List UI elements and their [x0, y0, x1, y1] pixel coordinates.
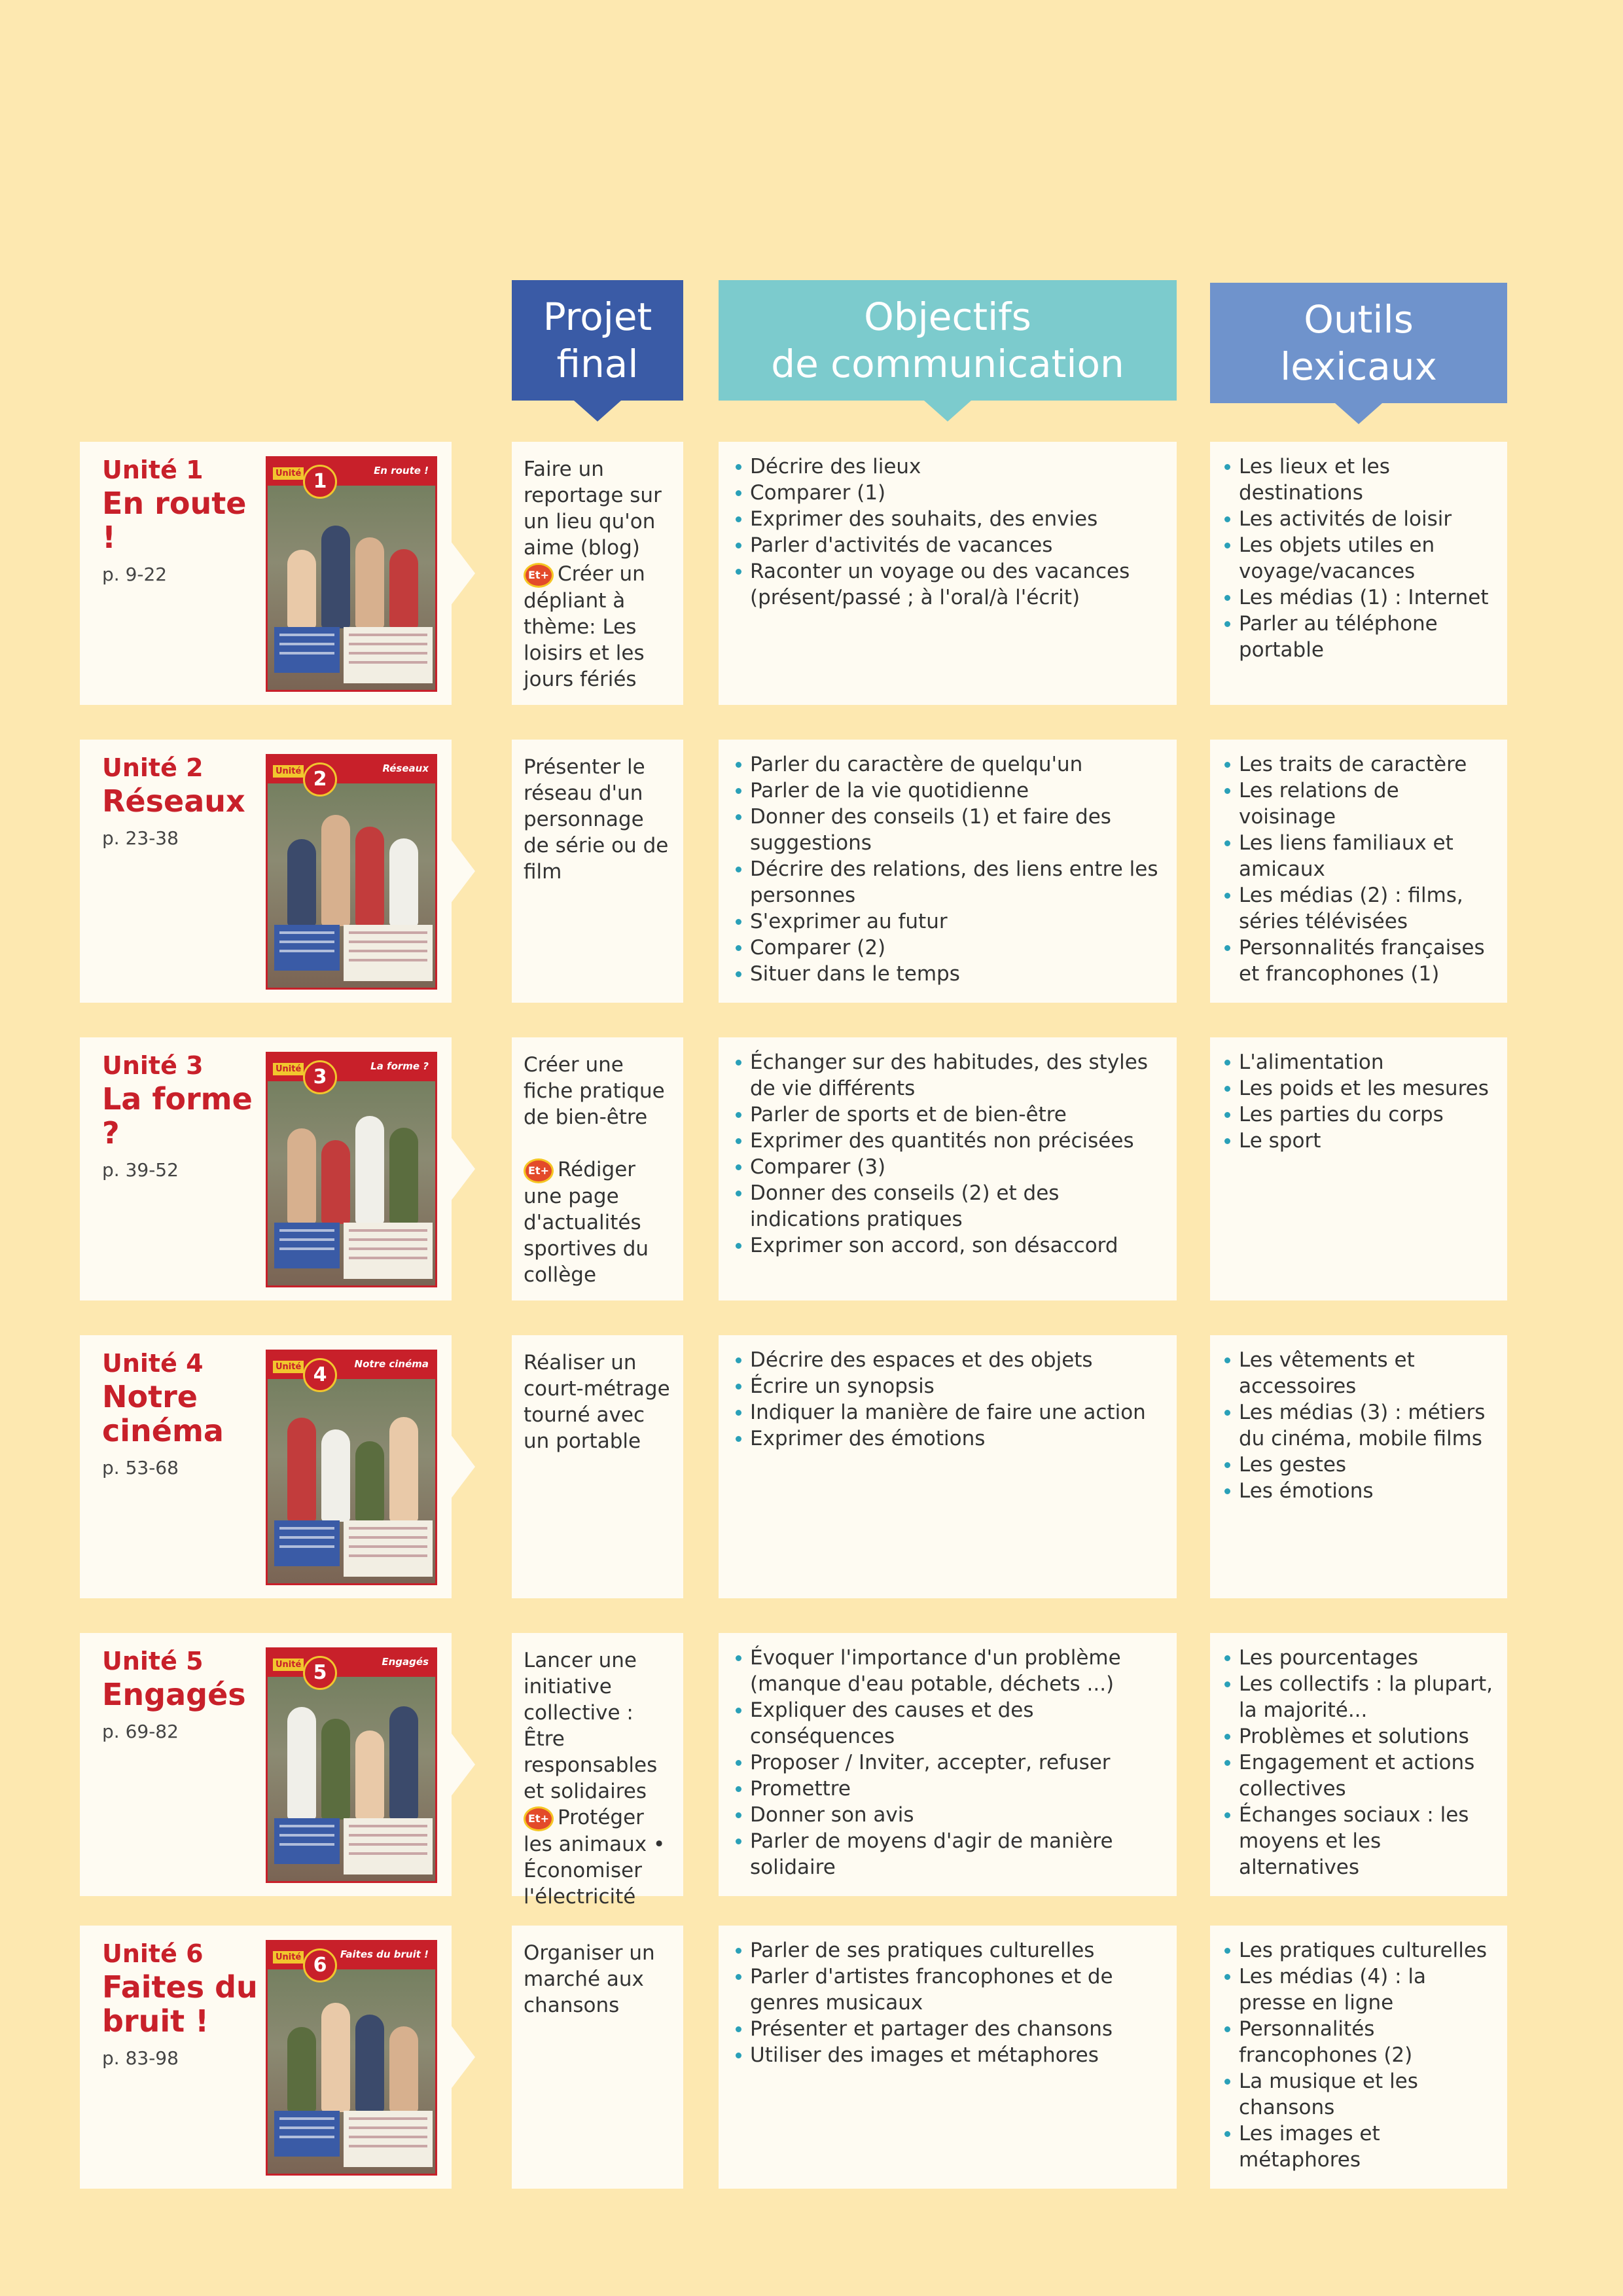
cover-unit-tag: Unité [273, 1361, 304, 1373]
unit-card[interactable] [80, 1335, 452, 1598]
objectif-item: Décrire des espaces et des objets [734, 1347, 1161, 1373]
row-arrow-icon [450, 1136, 475, 1202]
header-projet-line1: Projet [543, 295, 652, 339]
unit-cover-thumbnail[interactable] [266, 754, 437, 990]
unit-number: Unité 5 [102, 1647, 204, 1676]
objectif-item: Comparer (1) [734, 480, 1161, 506]
outil-item: Les pratiques culturelles [1223, 1937, 1494, 1964]
unit-name: Engagés [102, 1677, 246, 1712]
cover-title: Faites du bruit ! [340, 1948, 429, 1960]
projet-paragraph [524, 456, 671, 561]
outil-item: Les traits de caractère [1223, 751, 1494, 778]
cover-person-figure [287, 550, 316, 628]
cover-unit-number: 3 [303, 1060, 337, 1094]
objectif-item: Raconter un voyage ou des vacances (présent/passé ; à l'oral/à l'écrit) [734, 558, 1161, 611]
unit-name: Notre cinéma [102, 1379, 224, 1448]
cover-person-figure [355, 537, 384, 628]
cover-person-figure [389, 1706, 418, 1820]
cover-person-figure [321, 526, 350, 628]
objectif-item: Parler de ses pratiques culturelles [734, 1937, 1161, 1964]
cover-title: Engagés [382, 1656, 429, 1668]
cover-title: La forme ? [370, 1060, 429, 1072]
cover-photo [281, 1106, 426, 1224]
row-arrow-icon [450, 838, 475, 904]
unit-row [0, 1633, 1623, 1909]
unit-card[interactable] [80, 740, 452, 1003]
projet-line: Créer un dépliant à thème: Les loisirs et les jours fériés [524, 562, 645, 691]
objectif-item: Exprimer des souhaits, des envies [734, 506, 1161, 532]
unit-heading [102, 1049, 266, 1181]
objectifs-list [734, 454, 1161, 611]
outils-list [1223, 454, 1494, 663]
projet-line: Lancer une initiative collective : Être responsables et solidaires [524, 1649, 658, 1803]
cover-person-figure [389, 1128, 418, 1224]
objectifs-list [734, 1347, 1161, 1452]
header-outils-lexicaux [1210, 283, 1507, 403]
outil-item: Les médias (3) : métiers du cinéma, mobile films [1223, 1399, 1494, 1452]
objectif-item: Donner des conseils (1) et faire des suggestions [734, 804, 1161, 856]
outil-item: Les images et métaphores [1223, 2121, 1494, 2173]
outils-cell [1210, 1037, 1507, 1300]
projet-paragraph [524, 561, 671, 692]
cover-project-note [274, 2111, 340, 2157]
cover-unit-tag: Unité [273, 1951, 304, 1964]
unit-pages: p. 83-98 [102, 2047, 179, 2069]
unit-row [0, 1926, 1623, 2189]
cover-title: Réseaux [382, 762, 429, 774]
cover-unit-tag: Unité [273, 467, 304, 480]
header-pointer [574, 401, 621, 422]
objectifs-cell [719, 1926, 1177, 2189]
unit-card[interactable] [80, 442, 452, 705]
cover-unit-tag: Unité [273, 1063, 304, 1075]
cover-person-figure [389, 1417, 418, 1522]
projet-line: Protéger les animaux • Économiser l'électricité [524, 1806, 666, 1909]
objectif-item: Évoquer l'importance d'un problème (manque d'eau potable, déchets ...) [734, 1645, 1161, 1697]
unit-pages: p. 23-38 [102, 827, 179, 849]
outil-item: Engagement et actions collectives [1223, 1749, 1494, 1802]
cover-person-figure [321, 1719, 350, 1820]
projet-line: Faire un reportage sur un lieu qu'on aime (blog) [524, 457, 662, 560]
header-projet-final [512, 280, 683, 401]
cover-unit-tag: Unité [273, 765, 304, 778]
projet-final-cell [512, 1037, 683, 1300]
unit-heading [102, 1937, 266, 2069]
objectif-item: Parler d'artistes francophones et de genres musicaux [734, 1964, 1161, 2016]
outils-cell [1210, 442, 1507, 705]
outils-list [1223, 1049, 1494, 1154]
objectif-item: Parler du caractère de quelqu'un [734, 751, 1161, 778]
unit-cover-thumbnail[interactable] [266, 456, 437, 692]
cover-objectives-note [344, 1818, 433, 1874]
cover-person-figure [287, 2027, 316, 2112]
header-objectifs-line1: Objectifs [864, 295, 1031, 339]
unit-number: Unité 4 [102, 1349, 204, 1378]
unit-pages: p. 69-82 [102, 1721, 179, 1742]
projet-paragraph [524, 1052, 671, 1130]
outil-item: Les liens familiaux et amicaux [1223, 830, 1494, 882]
objectif-item: Parler de sports et de bien-être [734, 1102, 1161, 1128]
unit-card[interactable] [80, 1926, 452, 2189]
projet-line: Rédiger une page d'actualités sportives du collège [524, 1158, 649, 1287]
objectif-item: S'exprimer au futur [734, 908, 1161, 935]
cover-objectives-note [344, 2111, 433, 2167]
objectif-item: Donner son avis [734, 1802, 1161, 1828]
objectifs-cell [719, 740, 1177, 1003]
header-outils-line2: lexicaux [1280, 344, 1437, 389]
objectif-item: Expliquer des causes et des conséquences [734, 1697, 1161, 1749]
row-arrow-icon [450, 2024, 475, 2090]
objectif-item: Utiliser des images et métaphores [734, 2042, 1161, 2068]
outils-list [1223, 1937, 1494, 2173]
outil-item: Les médias (4) : la presse en ligne [1223, 1964, 1494, 2016]
projet-final-cell [512, 1926, 683, 2189]
outil-item: Échanges sociaux : les moyens et les alternatives [1223, 1802, 1494, 1880]
unit-name: La forme ? [102, 1081, 253, 1151]
unit-cover-thumbnail[interactable] [266, 1350, 437, 1585]
unit-heading [102, 454, 266, 585]
projet-line: Présenter le réseau d'un personnage de série ou de film [524, 755, 669, 884]
cover-person-figure [389, 2026, 418, 2112]
objectif-item: Donner des conseils (2) et des indications pratiques [734, 1180, 1161, 1232]
outils-cell [1210, 1335, 1507, 1598]
cover-person-figure [287, 1418, 316, 1522]
objectif-item: Exprimer des émotions [734, 1426, 1161, 1452]
outils-cell [1210, 1926, 1507, 2189]
cover-person-figure [355, 827, 384, 926]
outil-item: Les vêtements et accessoires [1223, 1347, 1494, 1399]
cover-title: En route ! [374, 465, 429, 476]
projet-text [524, 754, 671, 885]
outils-cell [1210, 740, 1507, 1003]
unit-name: En route ! [102, 486, 247, 555]
outil-item: Les lieux et les destinations [1223, 454, 1494, 506]
projet-text [524, 1052, 671, 1288]
unit-number: Unité 6 [102, 1939, 204, 1968]
unit-heading [102, 751, 266, 849]
cover-objectives-note [344, 627, 433, 683]
row-arrow-icon [450, 1732, 475, 1797]
projet-paragraph [524, 1647, 671, 1804]
header-pointer [1335, 403, 1382, 424]
outil-item: Le sport [1223, 1128, 1494, 1154]
projet-paragraph [524, 754, 671, 885]
cover-person-figure [355, 1731, 384, 1820]
unit-cover-thumbnail[interactable] [266, 1052, 437, 1287]
et-plus-badge-icon: Et+ [524, 1806, 554, 1831]
objectifs-cell [719, 442, 1177, 705]
objectifs-list [734, 1937, 1161, 2068]
objectif-item: Parler de moyens d'agir de manière solidaire [734, 1828, 1161, 1880]
outil-item: Les émotions [1223, 1478, 1494, 1504]
unit-row [0, 740, 1623, 1003]
unit-number: Unité 3 [102, 1051, 204, 1080]
outil-item: La musique et les chansons [1223, 2068, 1494, 2121]
outil-item: Les médias (1) : Internet [1223, 584, 1494, 611]
cover-photo [281, 1404, 426, 1522]
cover-person-figure [355, 1116, 384, 1224]
objectif-item: Décrire des relations, des liens entre les personnes [734, 856, 1161, 908]
header-objectifs-line2: de communication [771, 342, 1124, 386]
outil-item: Personnalités francophones (2) [1223, 2016, 1494, 2068]
projet-final-cell [512, 740, 683, 1003]
projet-text [524, 1940, 671, 2018]
cover-photo [281, 808, 426, 926]
outil-item: Les relations de voisinage [1223, 778, 1494, 830]
cover-person-figure [321, 815, 350, 926]
row-arrow-icon [450, 1434, 475, 1499]
objectifs-cell [719, 1633, 1177, 1896]
outil-item: Les activités de loisir [1223, 506, 1494, 532]
cover-unit-number: 4 [303, 1358, 337, 1392]
unit-name: Faites du bruit ! [102, 1969, 258, 2039]
cover-photo [281, 511, 426, 628]
cover-project-note [274, 1818, 340, 1864]
outil-item: Personnalités françaises et francophones (1) [1223, 935, 1494, 987]
outil-item: Les gestes [1223, 1452, 1494, 1478]
projet-final-cell [512, 1633, 683, 1909]
unit-pages: p. 9-22 [102, 564, 168, 585]
cover-title: Notre cinéma [354, 1358, 429, 1370]
projet-paragraph [524, 1157, 671, 1288]
objectif-item: Exprimer son accord, son désaccord [734, 1232, 1161, 1259]
objectif-item: Parler d'activités de vacances [734, 532, 1161, 558]
et-plus-badge-icon: Et+ [524, 1158, 554, 1183]
cover-person-figure [355, 2015, 384, 2112]
row-arrow-icon [450, 541, 475, 606]
header-objectifs [719, 280, 1177, 401]
projet-text [524, 1350, 671, 1454]
projet-paragraph [524, 1350, 671, 1454]
unit-name: Réseaux [102, 783, 245, 819]
objectifs-cell [719, 1037, 1177, 1300]
unit-cover-thumbnail[interactable] [266, 1940, 437, 2176]
unit-pages: p. 53-68 [102, 1457, 179, 1479]
objectif-item: Comparer (3) [734, 1154, 1161, 1180]
projet-text [524, 456, 671, 692]
projet-text [524, 1647, 671, 1910]
outil-item: L'alimentation [1223, 1049, 1494, 1075]
cover-unit-number: 6 [303, 1948, 337, 1982]
cover-photo [281, 1702, 426, 1820]
objectif-item: Proposer / Inviter, accepter, refuser [734, 1749, 1161, 1776]
cover-person-figure [321, 1140, 350, 1224]
cover-photo [281, 1994, 426, 2112]
cover-objectives-note [344, 1520, 433, 1577]
outil-item: Les poids et les mesures [1223, 1075, 1494, 1102]
objectif-item: Décrire des lieux [734, 454, 1161, 480]
cover-person-figure [389, 838, 418, 926]
cover-person-figure [355, 1441, 384, 1522]
header-pointer [924, 401, 971, 422]
outil-item: Les collectifs : la plupart, la majorité... [1223, 1671, 1494, 1723]
outil-item: Les médias (2) : films, séries télévisées [1223, 882, 1494, 935]
header-projet-line2: final [556, 342, 639, 386]
cover-unit-tag: Unité [273, 1659, 304, 1671]
objectif-item: Parler de la vie quotidienne [734, 778, 1161, 804]
cover-project-note [274, 925, 340, 971]
unit-card[interactable] [80, 1633, 452, 1896]
outil-item: Parler au téléphone portable [1223, 611, 1494, 663]
unit-row [0, 442, 1623, 705]
outil-item: Les parties du corps [1223, 1102, 1494, 1128]
cover-person-figure [287, 1128, 316, 1224]
objectifs-cell [719, 1335, 1177, 1598]
projet-paragraph [524, 1804, 671, 1910]
objectif-item: Exprimer des quantités non précisées [734, 1128, 1161, 1154]
cover-project-note [274, 1223, 340, 1268]
unit-row [0, 1037, 1623, 1300]
cover-objectives-note [344, 925, 433, 981]
cover-person-figure [321, 2003, 350, 2112]
projet-final-cell [512, 442, 683, 705]
et-plus-badge-icon: Et+ [524, 563, 554, 588]
outil-item: Les objets utiles en voyage/vacances [1223, 532, 1494, 584]
outils-list [1223, 1347, 1494, 1504]
cover-project-note [274, 1520, 340, 1566]
outil-item: Les pourcentages [1223, 1645, 1494, 1671]
projet-line: Organiser un marché aux chansons [524, 1941, 655, 2017]
objectifs-list [734, 1645, 1161, 1880]
projet-line: Réaliser un court-métrage tourné avec un portable [524, 1351, 670, 1453]
unit-heading [102, 1645, 266, 1742]
unit-cover-thumbnail[interactable] [266, 1647, 437, 1883]
projet-paragraph [524, 1940, 671, 2018]
cover-person-figure [389, 549, 418, 628]
projet-final-cell [512, 1335, 683, 1598]
cover-unit-number: 5 [303, 1656, 337, 1690]
objectif-item: Indiquer la manière de faire une action [734, 1399, 1161, 1426]
unit-heading [102, 1347, 266, 1479]
cover-project-note [274, 627, 340, 673]
unit-card[interactable] [80, 1037, 452, 1300]
unit-number: Unité 1 [102, 456, 204, 484]
objectif-item: Présenter et partager des chansons [734, 2016, 1161, 2042]
outils-cell [1210, 1633, 1507, 1896]
objectif-item: Écrire un synopsis [734, 1373, 1161, 1399]
cover-person-figure [287, 839, 316, 926]
outils-list [1223, 751, 1494, 987]
objectifs-list [734, 751, 1161, 987]
cover-person-figure [287, 1707, 316, 1820]
cover-unit-number: 2 [303, 762, 337, 797]
objectif-item: Échanger sur des habitudes, des styles de vie différents [734, 1049, 1161, 1102]
unit-number: Unité 2 [102, 753, 204, 782]
objectif-item: Situer dans le temps [734, 961, 1161, 987]
outils-list [1223, 1645, 1494, 1880]
cover-person-figure [321, 1429, 350, 1522]
header-outils-line1: Outils [1304, 297, 1414, 342]
unit-row [0, 1335, 1623, 1598]
objectif-item: Comparer (2) [734, 935, 1161, 961]
objectif-item: Promettre [734, 1776, 1161, 1802]
unit-pages: p. 39-52 [102, 1159, 179, 1181]
objectifs-list [734, 1049, 1161, 1259]
cover-unit-number: 1 [303, 465, 337, 499]
projet-line: Créer une fiche pratique de bien-être [524, 1053, 665, 1129]
outil-item: Problèmes et solutions [1223, 1723, 1494, 1749]
cover-objectives-note [344, 1223, 433, 1279]
